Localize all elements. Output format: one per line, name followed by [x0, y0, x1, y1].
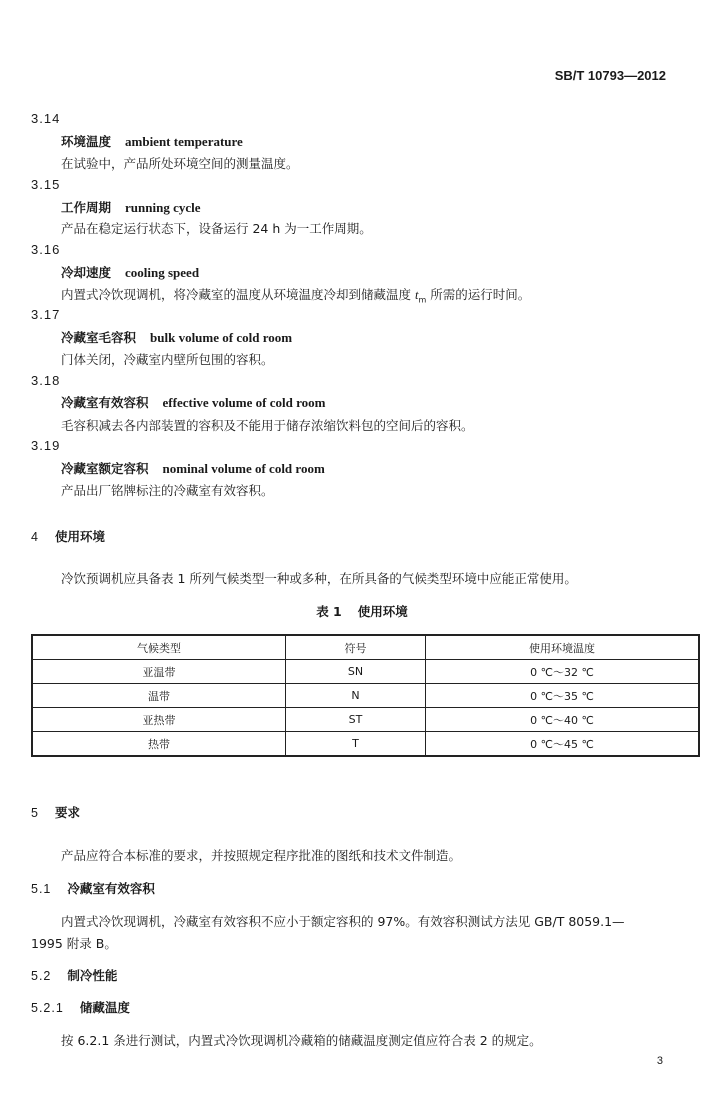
term-number: 3.14: [31, 111, 61, 126]
table-cell: T: [285, 732, 425, 757]
subsection-heading: [31, 998, 130, 1016]
term-title: [61, 198, 201, 216]
table-title: 使用环境: [357, 604, 408, 619]
definition-text: 所需的运行时间。: [426, 287, 531, 302]
term-definition: [61, 285, 530, 305]
table-row: [32, 732, 699, 757]
term-zh: 冷藏室额定容积: [61, 461, 149, 476]
subsection-heading: [31, 879, 155, 897]
table-cell: N: [285, 684, 425, 708]
term-zh: 环境温度: [61, 134, 112, 149]
section-title: 储藏温度: [79, 1000, 130, 1015]
term-zh: 冷却速度: [61, 265, 112, 280]
term-en: cooling speed: [125, 265, 200, 280]
subsection-heading: [31, 966, 117, 984]
table-label: 表 1: [316, 604, 342, 619]
section-paragraph: 冷饮预调机应具备表 1 所列气候类型一种或多种，在所具备的气候类型环境中应能正常使用。: [61, 571, 577, 586]
term-title: [61, 263, 199, 281]
table-cell: 0 ℃～32 ℃: [426, 660, 699, 684]
section-number: 5.2.1: [31, 1001, 64, 1015]
table-row: [32, 660, 699, 684]
section-heading: [31, 527, 105, 545]
table-header-cell: 符号: [285, 635, 425, 660]
section-heading: [31, 803, 80, 821]
table-cell: 0 ℃～35 ℃: [426, 684, 699, 708]
table-cell: 亚热带: [32, 708, 285, 732]
term-title: [61, 328, 292, 346]
term-en: nominal volume of cold room: [162, 461, 325, 476]
definition-text: 内置式冷饮现调机，将冷藏室的温度从环境温度冷却到储藏温度: [61, 287, 415, 302]
section-number: 5.2: [31, 969, 52, 983]
table-row: [32, 684, 699, 708]
table-header-cell: 气候类型: [32, 635, 285, 660]
term-number: 3.15: [31, 177, 61, 192]
climate-type-table: [31, 634, 700, 757]
term-number: 3.16: [31, 242, 61, 257]
section-paragraph: 内置式冷饮现调机，冷藏室有效容积不应小于额定容积的 97%。有效容积测试方法见 GB/T 8059.1—: [61, 914, 625, 929]
term-zh: 工作周期: [61, 200, 112, 215]
section-title: 使用环境: [54, 529, 105, 544]
term-definition: 产品出厂铭牌标注的冷藏室有效容积。: [61, 483, 274, 498]
section-number: 4: [31, 530, 39, 544]
term-definition: 毛容积减去各内部装置的容积及不能用于储存浓缩饮料包的空间后的容积。: [61, 418, 474, 433]
term-zh: 冷藏室毛容积: [61, 330, 137, 345]
table-cell: 热带: [32, 732, 285, 757]
term-number: 3.17: [31, 307, 61, 322]
table-cell: 温带: [32, 684, 285, 708]
table-row: [32, 708, 699, 732]
term-definition: 在试验中，产品所处环境空间的测量温度。: [61, 156, 299, 171]
term-definition: 门体关闭，冷藏室内壁所包围的容积。: [61, 352, 274, 367]
page-number: 3: [656, 1055, 663, 1067]
table-header-cell: 使用环境温度: [426, 635, 699, 660]
term-en: effective volume of cold room: [162, 395, 326, 410]
table-cell: ST: [285, 708, 425, 732]
term-en: running cycle: [125, 200, 201, 215]
section-title: 冷藏室有效容积: [67, 881, 155, 896]
standard-code-header: SB/T 10793—2012: [554, 68, 666, 83]
term-number: 3.18: [31, 373, 61, 388]
section-paragraph: 产品应符合本标准的要求，并按照规定程序批准的图纸和技术文件制造。: [61, 848, 462, 863]
term-title: [61, 393, 325, 411]
table-header-row: [32, 635, 699, 660]
table-cell: 亚温带: [32, 660, 285, 684]
term-title: [61, 459, 325, 477]
section-number: 5: [31, 806, 39, 820]
table-cell: SN: [285, 660, 425, 684]
section-title: 要求: [54, 805, 80, 820]
term-en: ambient temperature: [125, 134, 243, 149]
section-paragraph-continued: 1995 附录 B。: [31, 936, 117, 951]
table-cell: 0 ℃～45 ℃: [426, 732, 699, 757]
table-cell: 0 ℃～40 ℃: [426, 708, 699, 732]
term-en: bulk volume of cold room: [150, 330, 293, 345]
section-paragraph: 按 6.2.1 条进行测试，内置式冷饮现调机冷藏箱的储藏温度测定值应符合表 2 的规定。: [61, 1033, 542, 1048]
temperature-subscript: m: [418, 295, 427, 305]
section-title: 制冷性能: [67, 968, 118, 983]
table-caption: [0, 602, 724, 620]
temperature-variable: t: [414, 288, 419, 302]
section-number: 5.1: [31, 882, 52, 896]
term-title: [61, 132, 243, 150]
term-number: 3.19: [31, 438, 61, 453]
term-zh: 冷藏室有效容积: [61, 395, 149, 410]
term-definition: 产品在稳定运行状态下，设备运行 24 h 为一工作周期。: [61, 221, 372, 236]
